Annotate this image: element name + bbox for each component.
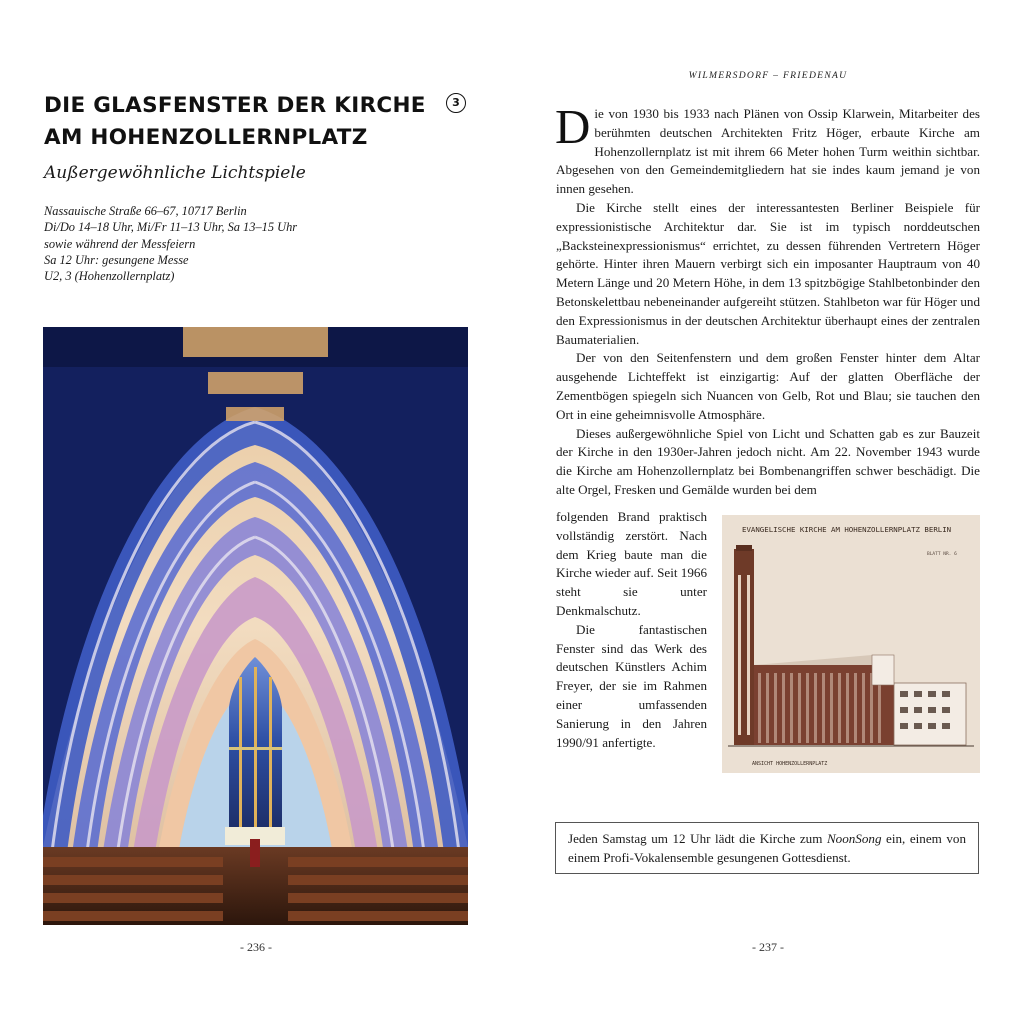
subtitle: Außergewöhnliche Lichtspiele <box>44 163 306 183</box>
noonsong-label: NoonSong <box>826 831 882 846</box>
info-address: Nassauische Straße 66–67, 10717 Berlin <box>44 204 247 218</box>
architecture-drawing <box>722 515 980 773</box>
running-head: WILMERSDORF – FRIEDENAU <box>688 70 848 81</box>
info-hours-extra: sowie während der Messfeiern <box>44 236 196 251</box>
page-title <box>44 90 434 154</box>
right-page <box>512 0 1024 1024</box>
page-number-left: - 236 - <box>240 940 272 954</box>
infobox-text: Jeden Samstag um 12 Uhr lädt die Kirche zum NoonSong ein, einem von einem Profi-Vokalensemble gesungenen Gottesdienst. <box>568 831 966 865</box>
info-mass: Sa 12 Uhr: gesungene Messe <box>44 252 189 267</box>
drawing-sheet-label: BLATT NR. 6 <box>927 552 957 557</box>
page-number-right: - 237 - <box>752 940 784 954</box>
drop-cap: D <box>555 99 591 154</box>
narrow-text <box>556 508 707 752</box>
paragraph-2: Die Kirche stellt eines der interessantesten Berliner Beispiele für expressionistische Architektur dar. Sie ist im typisch norddeutschen „Backsteinexpressionismus“ errichtet, zu dessen führenden Vertretern Höger gehörte. Hinter ihren Mauern verbirgt sich ein imposanter Hauptraum von 40 Metern Länge und 20 Metern Höhe, in dem 13 spitzbögige Stahlbetonbinder den Betonskelettbau nebeneinander aufgereiht stützen. Stahlbeton war für Höger und den Expressionismus in der deutschen Architektur überhaupt eines der zentralen Baumaterialien. <box>556 199 980 347</box>
title-line-1: DIE GLASFENSTER DER KIRCHE <box>44 93 426 118</box>
entry-number-badge: 3 <box>446 93 466 113</box>
title-line-2: AM HOHENZOLLERNPLATZ <box>44 125 368 150</box>
paragraph-1 <box>555 99 980 199</box>
paragraph-4: Dieses außergewöhnliche Spiel von Licht und Schatten gab es zur Bauzeit der Kirche in den 1930er-Jahren jedoch nicht. Am 22. November 1943 wurde die Kirche am Hohenzollernplatz bei Bombenangriffen schwer beschädigt. Die alte Orgel, Fresken und Gemälde wurden bei dem <box>556 425 980 497</box>
paragraph-3: Der von den Seitenfenstern und dem großen Fenster hinter dem Altar ausgehende Lichteffekt ist einzigartig: Auf der glatten Oberfläche der Zementbögen spiegeln sich Nuancen von Gelb, Rot und Blau; sie tauchen den Ort in eine geheimnisvolle Atmosphäre. <box>556 350 980 422</box>
info-transit: U2, 3 (Hohenzollernplatz) <box>44 269 175 284</box>
noonsong-info-box <box>555 822 979 874</box>
drawing-caption-top: EVANGELISCHE KIRCHE AM HOHENZOLLERNPLATZ BERLIN <box>742 525 952 534</box>
info-hours: Di/Do 14–18 Uhr, Mi/Fr 11–13 Uhr, Sa 13–15 Uhr <box>44 220 298 235</box>
paragraph-6: Die fantastischen Fenster sind das Werk des deutschen Künstlers Achim Freyer, der sie im Rahmen einer umfassenden Sanierung in den Jahren 1990/91 anfertigte. <box>556 621 707 750</box>
paragraph-1-text: ie von 1930 bis 1933 nach Plänen von Ossip Klarwein, Mitarbeiter des berühmten deutschen Architekten Fritz Höger, erbaute Kirche am Hohenzollernplatz ist mit ihrem 66 Meter hohen Turm weithin sichtbar. Abgesehen von den Gemeindemitgliedern hat sie indes kaum jemand je von innen gesehen. <box>556 106 980 197</box>
main-text <box>555 99 980 500</box>
drawing-caption-bottom: ANSICHT HOHENZOLLERNPLATZ <box>752 761 828 767</box>
paragraph-5: folgenden Brand praktisch vollständig zerstört. Nach dem Krieg baute man die Kirche wieder auf. Seit 1966 steht sie unter Denkmalschutz. <box>556 509 707 618</box>
visitor-info <box>44 203 344 284</box>
church-interior-photo <box>43 327 468 925</box>
